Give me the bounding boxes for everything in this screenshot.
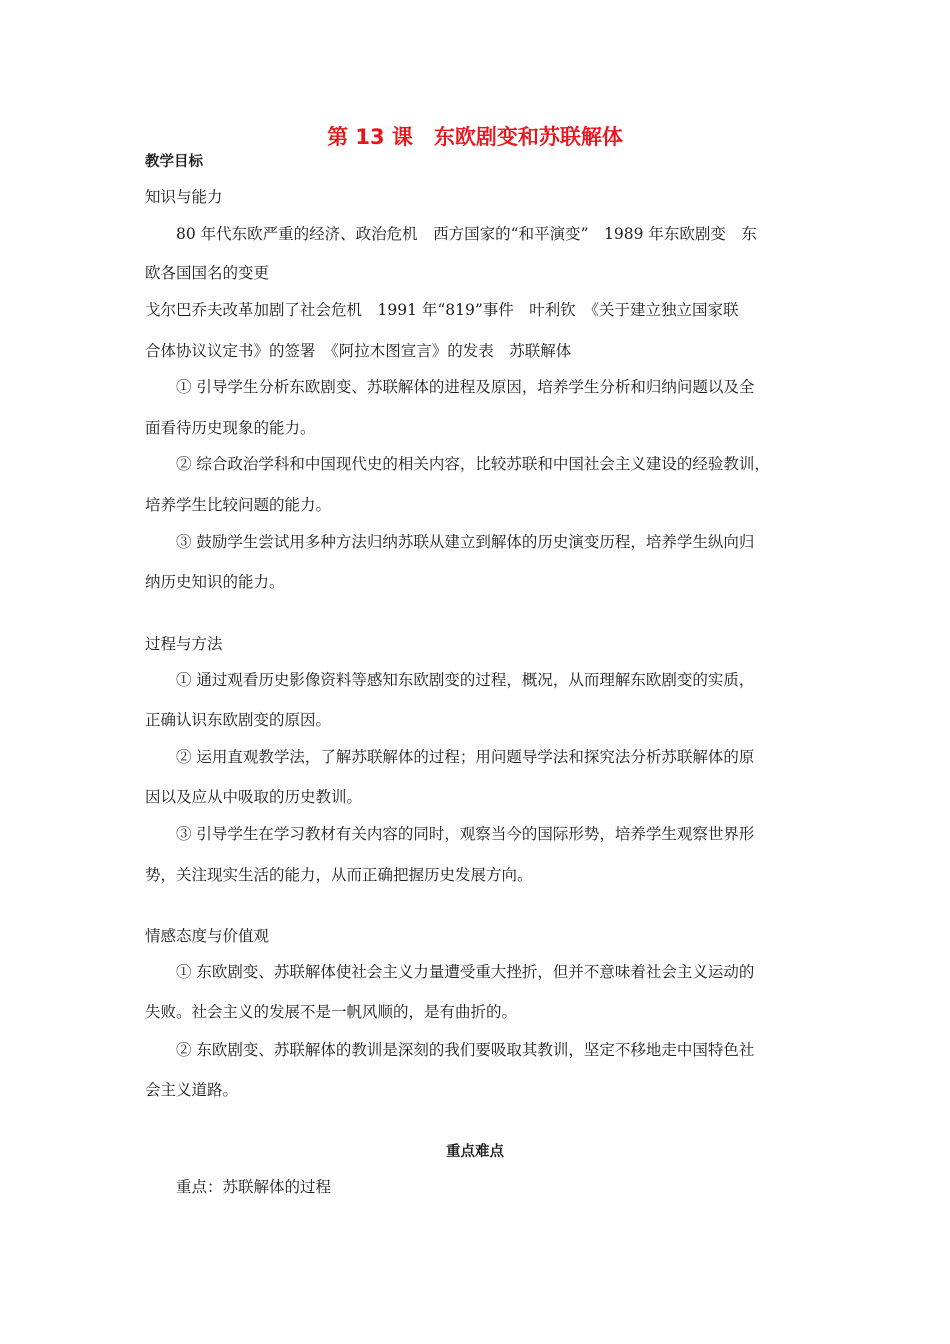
emotion-item-1b: 失败。社会主义的发展不是一帆风顺的，是有曲折的。 (145, 1003, 518, 1021)
knowledge-line-2: 欧各国国名的变更 (145, 264, 270, 282)
process-item-2b: 因以及应从中吸取的历史教训。 (145, 788, 363, 806)
key-point: 重点：苏联解体的过程 (176, 1178, 332, 1196)
emotion-item-2a: ② 东欧剧变、苏联解体的教训是深刻的我们要吸取其教训，坚定不移地走中国特色社 (176, 1041, 755, 1059)
lesson-title: 第 13 课 东欧剧变和苏联解体 (327, 125, 623, 149)
process-heading: 过程与方法 (145, 635, 223, 653)
process-item-3a: ③ 引导学生在学习教材有关内容的同时，观察当今的国际形势，培养学生观察世界形 (176, 825, 755, 843)
knowledge-item-2a: ② 综合政治学科和中国现代史的相关内容，比较苏联和中国社会主义建设的经验教训， (176, 455, 770, 473)
emotion-item-1a: ① 东欧剧变、苏联解体使社会主义力量遭受重大挫折，但并不意味着社会主义运动的 (176, 963, 755, 981)
knowledge-line-3: 戈尔巴乔夫改革加剧了社会危机 1991 年“819”事件 叶利钦 《关于建立独立国家联 (145, 301, 739, 319)
knowledge-line-4: 合体协议议定书》的签署 《阿拉木图宣言》的发表 苏联解体 (145, 342, 572, 360)
process-item-2a: ② 运用直观教学法，了解苏联解体的过程；用问题导学法和探究法分析苏联解体的原 (176, 748, 755, 766)
knowledge-item-3b: 纳历史知识的能力。 (145, 573, 285, 591)
emotion-heading: 情感态度与价值观 (145, 927, 270, 945)
process-item-3b: 势，关注现实生活的能力，从而正确把握历史发展方向。 (145, 866, 533, 884)
knowledge-item-1b: 面看待历史现象的能力。 (145, 419, 316, 437)
key-points-heading: 重点难点 (446, 1144, 504, 1160)
teaching-goals-heading: 教学目标 (145, 154, 203, 170)
knowledge-item-1a: ① 引导学生分析东欧剧变、苏联解体的进程及原因，培养学生分析和归纳问题以及全 (176, 378, 755, 396)
knowledge-heading: 知识与能力 (145, 188, 223, 206)
knowledge-item-2b: 培养学生比较问题的能力。 (145, 496, 332, 514)
process-item-1a: ① 通过观看历史影像资料等感知东欧剧变的过程，概况，从而理解东欧剧变的实质， (176, 671, 755, 689)
process-item-1b: 正确认识东欧剧变的原因。 (145, 711, 332, 729)
emotion-item-2b: 会主义道路。 (145, 1081, 239, 1099)
knowledge-line-1: 80 年代东欧严重的经济、政治危机 西方国家的“和平演变” 1989 年东欧剧变 东 (176, 225, 757, 243)
knowledge-item-3a: ③ 鼓励学生尝试用多种方法归纳苏联从建立到解体的历史演变历程，培养学生纵向归 (176, 533, 755, 551)
